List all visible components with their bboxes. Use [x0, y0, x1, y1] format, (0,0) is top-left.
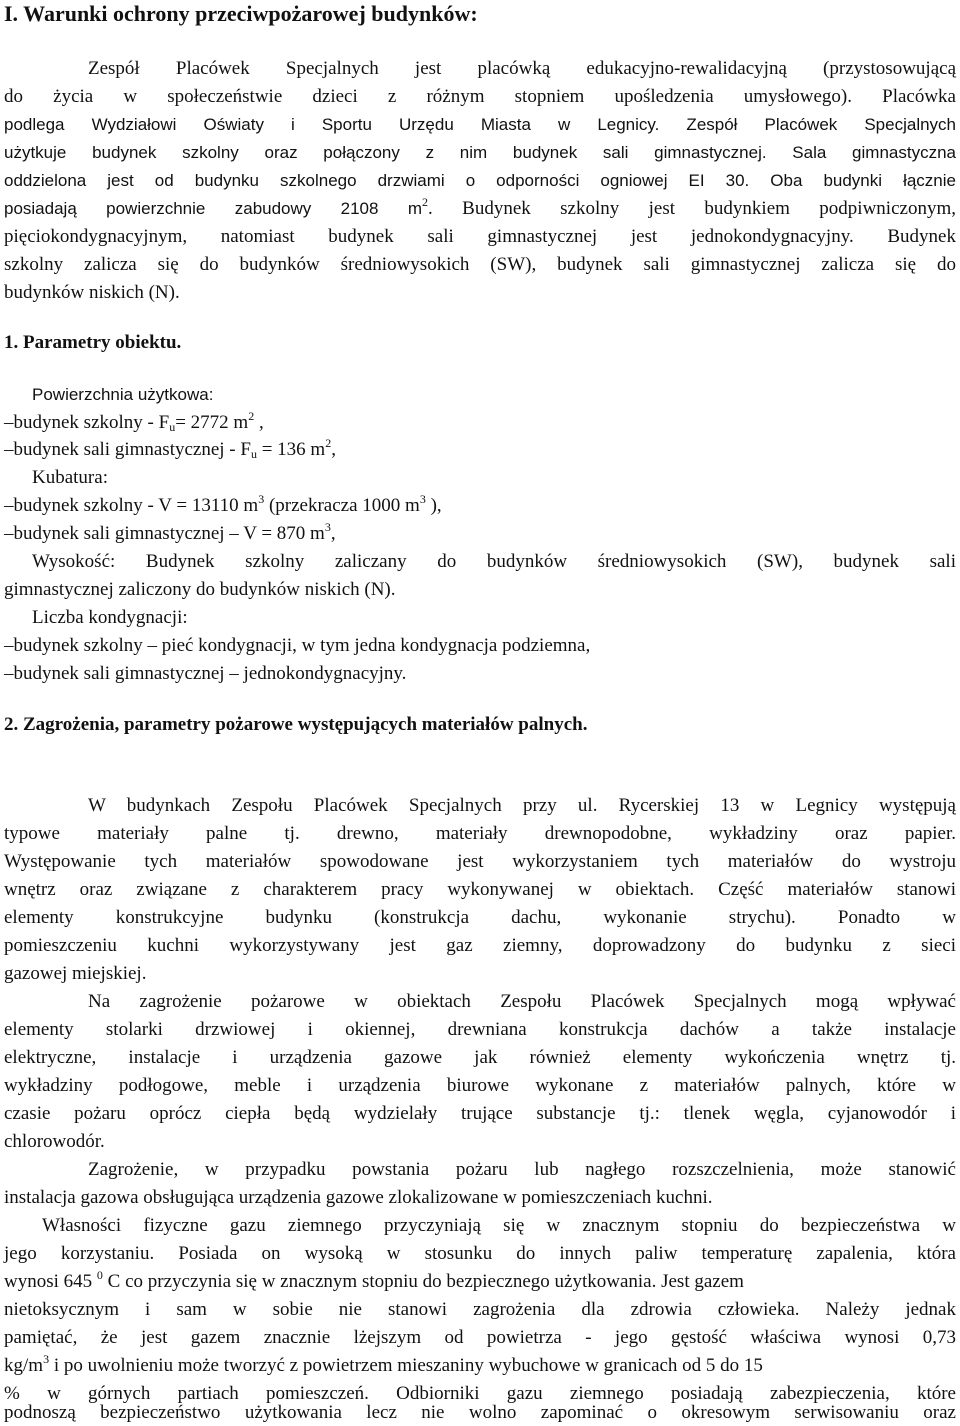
p1-line-4: wnętrz oraz związane z charakterem pracy wykonywanej w obiektach. Część materiałów stanowi [4, 879, 956, 900]
density-cont: i po uwolnieniu może tworzyć z powietrzem mieszaniny wybuchowe w granicach od 5 do 15 [49, 1355, 763, 1376]
p2-line-3: elektryczne, instalacje i urządzenia gazowe jak również elementy wykończenia wnętrz tj. [4, 1047, 956, 1068]
superscript: 3 [43, 1352, 50, 1366]
volume-school-note: (przekracza 1000 m [264, 495, 420, 516]
floors-label: Liczba kondygnacji: [32, 607, 188, 628]
superscript: 2 [248, 409, 255, 423]
intro-area-cont: . Budynek szkolny jest budynkiem podpiwniczonym, [428, 198, 956, 219]
p1-line-2: typowe materiały palne tj. drewno, materiały drewnopodobne, wykładziny oraz papier. [4, 823, 956, 844]
volume-school-text: –budynek szkolny - V = 13110 m [4, 495, 259, 516]
height-line-1: Wysokość: Budynek szkolny zaliczany do budynków średniowysokich (SW), budynek sali [32, 551, 956, 572]
floors-gym: –budynek sali gimnastycznej – jednokondygnacyjny. [4, 663, 407, 684]
superscript: 2 [422, 195, 428, 209]
density-unit: kg/m [4, 1355, 44, 1376]
area-school [4, 410, 956, 436]
volume-gym [4, 521, 956, 547]
p4-line-2: jego korzystaniu. Posiada on wysoką w stosunku do innych paliw temperaturę zapalenia, która [4, 1243, 956, 1264]
p3-line-2: instalacja gazowa obsługująca urządzenia gazowe zlokalizowane w pomieszczeniach kuchni. [4, 1187, 713, 1208]
punct: , [331, 439, 336, 460]
p1-line-5: elementy konstrukcyjne budynku (konstrukcja dachu, wykonanie strychu). Ponadto w [4, 907, 956, 928]
intro-line-9: budynków niskich (N). [4, 282, 180, 303]
intro-line-1: Zespół Placówek Specjalnych jest placówką edukacyjno-rewalidacyjną (przystosowującą [88, 58, 956, 79]
section-2-title: 2. Zagrożenia, parametry pożarowe występujących materiałów palnych. [4, 714, 588, 735]
superscript: 2 [325, 436, 332, 450]
intro-line-4: użytkuje budynek szkolny oraz połączony z nim budynek sali gimnastycznej. Sala gimnastyczna [4, 143, 956, 162]
p4-line-3 [4, 1269, 956, 1295]
area-school-text: –budynek szkolny - F [4, 412, 170, 433]
p3-line-1: Zagrożenie, w przypadku powstania pożaru lub nagłego rozszczelnienia, może stanowić [88, 1159, 956, 1180]
floors-school: –budynek szkolny – pieć kondygnacji, w tym jedna kondygnacja podziemna, [4, 635, 591, 656]
volume-label: Kubatura: [32, 467, 108, 488]
temp-text: wynosi 645 [4, 1271, 97, 1292]
page-heading: I. Warunki ochrony przeciwpożarowej budynków: [4, 1, 478, 26]
p2-line-5: czasie pożaru oprócz ciepła będą wydzielały trujące substancje tj.: tlenek węgla, cyjanowodór i [4, 1103, 956, 1124]
p4-line-5: pamiętać, że jest gazem znacznie lżejszym od powietrza - jego gęstość właściwa wynosi 0,73 [4, 1327, 956, 1348]
punct: , [330, 523, 336, 544]
intro-line-7: pięciokondygnacyjnym, natomiast budynek sali gimnastycznej jest jednokondygnacyjny. Budynek [4, 226, 956, 247]
intro-area-text: posiadają powierzchnie zabudowy 2108 m [4, 199, 422, 218]
area-label [4, 382, 956, 408]
p1-line-1: W budynkach Zespołu Placówek Specjalnych przy ul. Rycerskiej 13 w Legnicy występują [88, 795, 956, 816]
superscript: 3 [258, 492, 265, 506]
p4-line-7: % w górnych partiach pomieszczeń. Odbiorniki gazu ziemnego posiadają zabezpieczenia, które [4, 1383, 956, 1404]
p4-line-6 [4, 1353, 956, 1379]
p1-line-6: pomieszczeniu kuchni wykorzystywany jest gaz ziemny, doprowadzony do budynku z sieci [4, 935, 956, 956]
volume-school [4, 493, 956, 519]
area-gym-text: –budynek sali gimnastycznej - F [4, 439, 251, 460]
intro-line-2: do życia w społeczeństwie dzieci z różnym stopniem upośledzenia umysłowego). Placówka [4, 86, 956, 107]
area-label-text: Powierzchnia użytkowa: [32, 385, 214, 404]
p4-line-4: nietoksycznym i sam w sobie nie stanowi zagrożenia dla zdrowia człowieka. Należy jednak [4, 1299, 956, 1320]
area-school-value: = 2772 m [175, 412, 249, 433]
temp-cont: C co przyczynia się w znacznym stopniu do bezpiecznego użytkowania. Jest gazem [102, 1271, 744, 1292]
volume-gym-text: –budynek sali gimnastycznej – V = 870 m [4, 523, 325, 544]
intro-line-6 [4, 196, 956, 222]
p2-line-6: chlorowodór. [4, 1131, 105, 1152]
height-line-2: gimnastycznej zaliczony do budynków niskich (N). [4, 579, 396, 600]
p2-line-2: elementy stolarki drzwiowej i okiennej, drewniana konstrukcja dachów a także instalacje [4, 1019, 956, 1040]
p2-line-1: Na zagrożenie pożarowe w obiektach Zespołu Placówek Specjalnych mogą wpływać [88, 991, 956, 1012]
intro-line-3: podlega Wydziałowi Oświaty i Sportu Urzędu Miasta w Legnicy. Zespół Placówek Specjalnych [4, 115, 956, 134]
subscript: u [250, 447, 257, 461]
punct: ), [425, 495, 442, 516]
section-1-title: 1. Parametry obiektu. [4, 332, 182, 353]
subscript: u [169, 420, 176, 434]
punct: , [254, 412, 264, 433]
intro-line-5: oddzielona jest od budynku szkolnego drzwiami o odporności ogniowej EI 30. Oba budynki łącznie [4, 171, 956, 190]
p4-line-1: Własności fizyczne gazu ziemnego przyczyniają się w znacznym stopniu do bezpieczeństwa w [42, 1215, 956, 1236]
area-gym [4, 437, 956, 463]
p2-line-4: wykładziny podłogowe, meble i urządzenia biurowe wykonane z materiałów palnych, które w [4, 1075, 956, 1096]
superscript: 3 [419, 492, 426, 506]
p4-line-8: podnoszą bezpieczeństwo użytkowania lecz nie wolno zapominać o okresowym serwisowaniu oraz [4, 1402, 956, 1423]
superscript: 0 [96, 1268, 103, 1282]
p1-line-7: gazowej miejskiej. [4, 963, 147, 984]
intro-line-8: szkolny zalicza się do budynków średniowysokich (SW), budynek sali gimnastycznej zalicza się do [4, 254, 956, 275]
p1-line-3: Występowanie tych materiałów spowodowane jest wykorzystaniem tych materiałów do wystroju [4, 851, 956, 872]
area-gym-value: = 136 m [256, 439, 326, 460]
superscript: 3 [324, 520, 331, 534]
